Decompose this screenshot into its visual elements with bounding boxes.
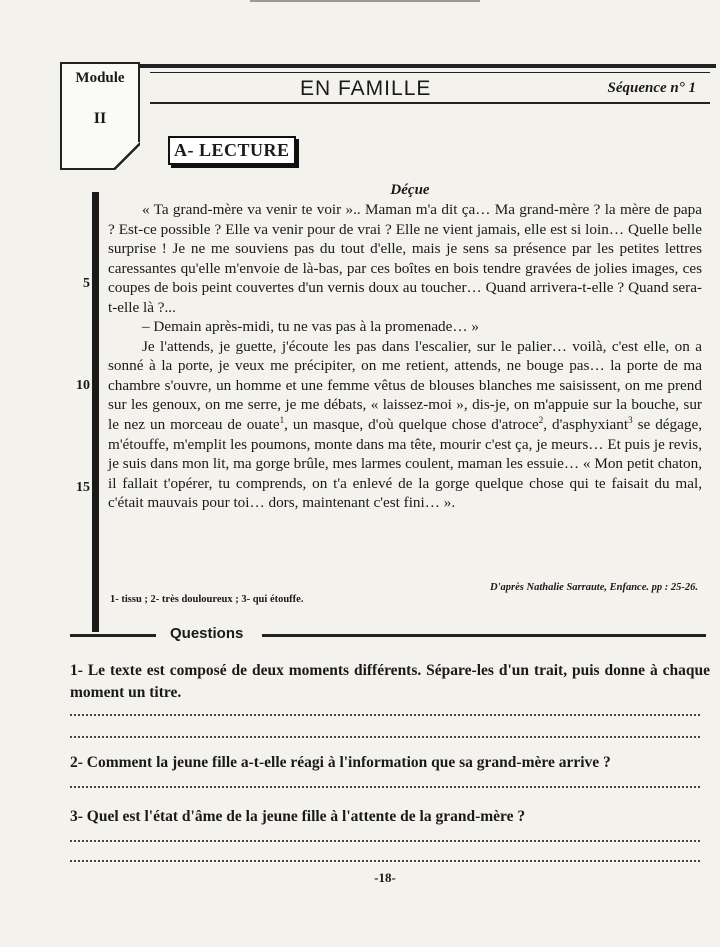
passage-paragraph-1: « Ta grand-mère va venir te voir ».. Maman m'a dit ça… Ma grand-mère ? la mère de papa ? Est-ce possible ? Elle va venir pour de vrai ? Elle ne vient jamais, elle est si loin… Quelle belle surprise ! Je ne me souviens pas du tout d'elle, mais je sens sa présence par les petites lettres caressantes qu'elle m'envoie de là-bas, par ces boîtes en bois tendre gravées de jolies images, ces coupes de bois peint couvertes d'un vernis doux au toucher… Quand arrivera-t-elle ? Quand sera-t-elle là ?... [108, 201, 702, 316]
answer-line-1a[interactable] [70, 712, 700, 716]
passage-text: se dégage, m'étouffe, m'emplit les poumons, monte dans ma tête, mourir c'est ça, je meurs… Et puis je revis, je suis dans mon lit, ma gorge brûle, mes larmes coulent, maman les essuie… « Mon petit chaton, il fallait t'opérer, tu comprends, on t'a enlevé de la gorge quelque chose qui te faisait du mal, c'était mauvais pour toi… dors, maintenant c'est fini… ». [108, 416, 703, 512]
question-2: 2- Comment la jeune fille a-t-elle réagi à l'information que sa grand-mère arrive ? [70, 754, 611, 771]
module-label: Module [75, 70, 125, 86]
question-1: 1- Le texte est composé de deux moments différents. Sépare-les d'un trait, puis donne à chaque moment un titre. [70, 662, 710, 701]
text-title: Déçue [390, 182, 430, 198]
line-number-10: 10 [76, 378, 90, 393]
question-3: 3- Quel est l'état d'âme de la jeune fille à l'attente de la grand-mère ? [70, 808, 526, 825]
passage-text: Je l'attends, je guette, j'écoute les pas dans l'escalier, sur le palier… voilà, c'est elle, on a sonné à la porte, je veux me précipiter, on me retient, attends, ne bouge pas… la porte de ma chambre s'ouvre, un homme et une femme vêtus de blouses blanches me saisissent, on me prend sur les genoux, on me serre, je me débats, « laissez-moi », dis-je, on m'appuie sur la bouche, sur le nez un morceau de ouate [108, 337, 702, 434]
sequence-label: Séquence n° 1 [607, 80, 696, 96]
footnote-ref-3: 3 [628, 414, 633, 425]
line-number-5: 5 [83, 276, 90, 291]
passage-paragraph-2: – Demain après-midi, tu ne vas pas à la promenade… » [142, 318, 479, 336]
top-decorative-rule [250, 0, 480, 2]
section-heading-lecture: A- LECTURE [168, 136, 296, 165]
module-box [60, 62, 140, 170]
footnote-ref-1: 1 [279, 414, 285, 425]
passage-paragraph-3 [108, 337, 702, 513]
unit-title: EN FAMILLE [300, 77, 432, 100]
module-number: II [93, 110, 107, 127]
line-number-15: 15 [76, 480, 90, 495]
passage-text: , d'asphyxiant [543, 416, 629, 434]
page-fold-corner [114, 142, 140, 170]
answer-line-2[interactable] [70, 784, 700, 788]
footnote-ref-2: 2 [538, 414, 544, 425]
page-number: -18- [374, 870, 396, 885]
questions-rule-right [262, 634, 706, 637]
questions-heading: Questions [170, 625, 244, 642]
questions-rule-left [70, 634, 156, 637]
reading-passage [108, 200, 702, 513]
answer-line-1b[interactable] [70, 734, 700, 738]
header-top-rule [140, 64, 716, 68]
answer-line-3a[interactable] [70, 838, 700, 842]
header-bar [150, 72, 710, 104]
text-source: D'après Nathalie Sarraute, Enfance. pp : 25-26. [490, 582, 698, 593]
passage-text: , un masque, d'où quelque chose d'atroce [284, 416, 539, 434]
answer-line-3b[interactable] [70, 858, 700, 862]
footnotes: 1- tissu ; 2- très douloureux ; 3- qui étouffe. [110, 594, 304, 605]
text-margin-bar [92, 192, 99, 632]
